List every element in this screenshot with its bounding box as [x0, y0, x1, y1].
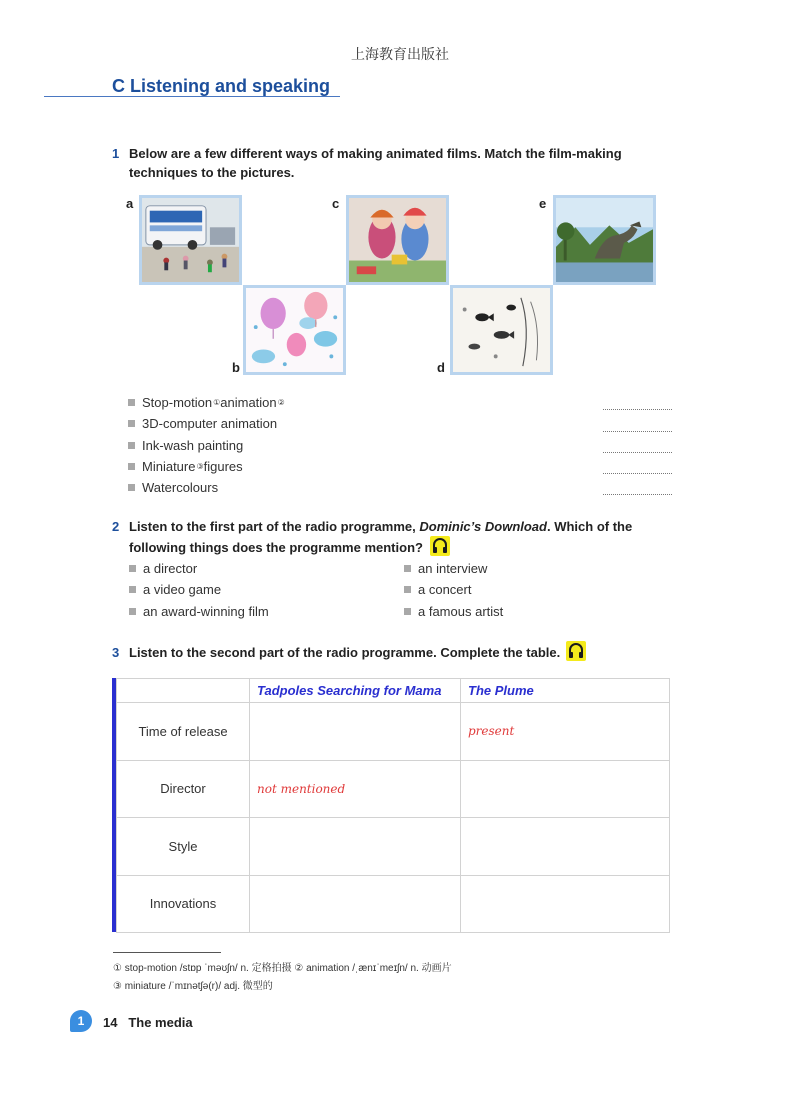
page-footer	[103, 1015, 193, 1030]
picture-e-dinosaur	[553, 195, 656, 285]
bullet-icon	[404, 608, 411, 615]
answer-blank[interactable]	[603, 452, 672, 453]
bullet-icon	[404, 586, 411, 593]
bullet-icon	[128, 463, 135, 470]
picture-label-a: a	[126, 196, 134, 211]
headphones-icon	[566, 641, 586, 661]
question-2-text	[129, 517, 632, 557]
table-cell-answer[interactable]: present	[461, 703, 670, 761]
footnote-rule	[113, 952, 221, 953]
answer-blank[interactable]	[603, 409, 672, 410]
row-label-director: Director	[117, 760, 250, 818]
list-item: Stop-motion ① animation ②	[128, 392, 285, 413]
question-1-number: 1	[112, 146, 120, 161]
table-cell-answer[interactable]	[250, 703, 461, 761]
list-item: Miniature ③ figures	[128, 456, 285, 477]
table-row	[117, 875, 670, 933]
bullet-icon	[404, 565, 411, 572]
question-1-text	[129, 144, 622, 182]
list-item: 3D-computer animation	[128, 413, 285, 434]
question-3-number: 3	[112, 645, 120, 660]
question-2-options-left	[129, 558, 269, 622]
table-header-row	[117, 679, 670, 703]
table-cell-answer[interactable]	[461, 875, 670, 933]
table-cell-answer[interactable]	[461, 818, 670, 876]
section-title: C Listening and speaking	[112, 76, 331, 96]
picture-a-miniature-bus	[139, 195, 242, 285]
table-cell-answer[interactable]	[250, 875, 461, 933]
table-header-plume: The Plume	[461, 679, 670, 703]
unit-title: The media	[128, 1015, 193, 1030]
answer-blank[interactable]	[603, 494, 672, 495]
footnote-line-1: ① stop-motion /stɒp ˈməʊʃn/ n. 定格拍摄 ② animation /ˌænɪˈmeɪʃn/ n. 动画片	[113, 963, 452, 974]
list-item: Ink-wash painting	[128, 435, 285, 456]
picture-label-d: d	[437, 360, 445, 375]
question-2-number: 2	[112, 519, 120, 534]
section-title-rule	[44, 96, 340, 97]
answer-blank[interactable]	[603, 473, 672, 474]
picture-c-3d-characters	[346, 195, 449, 285]
list-item: an interview	[404, 558, 503, 579]
page-number: 14	[103, 1015, 118, 1030]
list-item: an award-winning film	[129, 601, 269, 622]
footnote-line-2: ③ miniature /ˈmɪnətʃə(r)/ adj. 微型的	[113, 981, 273, 992]
unit-badge: 1	[70, 1010, 92, 1032]
picture-d-ink-wash-fish	[450, 285, 553, 375]
picture-label-e: e	[539, 196, 547, 211]
question-2-line-1: Listen to the first part of the radio programme, Dominic’s Download. Which of the	[129, 519, 633, 534]
row-label-style: Style	[117, 818, 250, 876]
row-label-innovations: Innovations	[117, 875, 250, 933]
question-3-text: Listen to the second part of the radio programme. Complete the table.	[129, 645, 561, 660]
answer-blank[interactable]	[603, 431, 672, 432]
bullet-icon	[128, 442, 135, 449]
bullet-icon	[128, 420, 135, 427]
headphones-icon	[430, 536, 450, 556]
bullet-icon	[128, 399, 135, 406]
table-cell-answer[interactable]	[250, 818, 461, 876]
programme-title: Dominic’s Download	[419, 519, 547, 534]
table-header-tadpoles: Tadpoles Searching for Mama	[250, 679, 461, 703]
list-item: Watercolours	[128, 477, 285, 498]
list-item: a video game	[129, 579, 269, 600]
row-label-time-of-release: Time of release	[117, 703, 250, 761]
bullet-icon	[129, 608, 136, 615]
picture-label-b: b	[232, 360, 240, 375]
question-2-line-2: following things does the programme mention?	[129, 540, 423, 555]
question-1-technique-list	[128, 392, 285, 498]
picture-b-watercolour-balloons	[243, 285, 346, 375]
bullet-icon	[129, 565, 136, 572]
question-2-options-right	[404, 558, 503, 622]
list-item: a famous artist	[404, 601, 503, 622]
table-header-empty	[117, 679, 250, 703]
list-item: a director	[129, 558, 269, 579]
table-row	[117, 760, 670, 818]
table-cell-answer[interactable]	[461, 760, 670, 818]
bullet-icon	[128, 484, 135, 491]
table-row	[117, 818, 670, 876]
picture-label-c: c	[332, 196, 340, 211]
film-comparison-table	[116, 678, 670, 933]
table-row	[117, 703, 670, 761]
bullet-icon	[129, 586, 136, 593]
table-cell-answer[interactable]: not mentioned	[250, 760, 461, 818]
publisher-name: 上海教育出版社	[351, 47, 449, 63]
list-item: a concert	[404, 579, 503, 600]
question-1-line-2: techniques to the pictures.	[129, 165, 295, 180]
question-1-line-1: Below are a few different ways of making animated films. Match the film-making	[129, 146, 622, 161]
